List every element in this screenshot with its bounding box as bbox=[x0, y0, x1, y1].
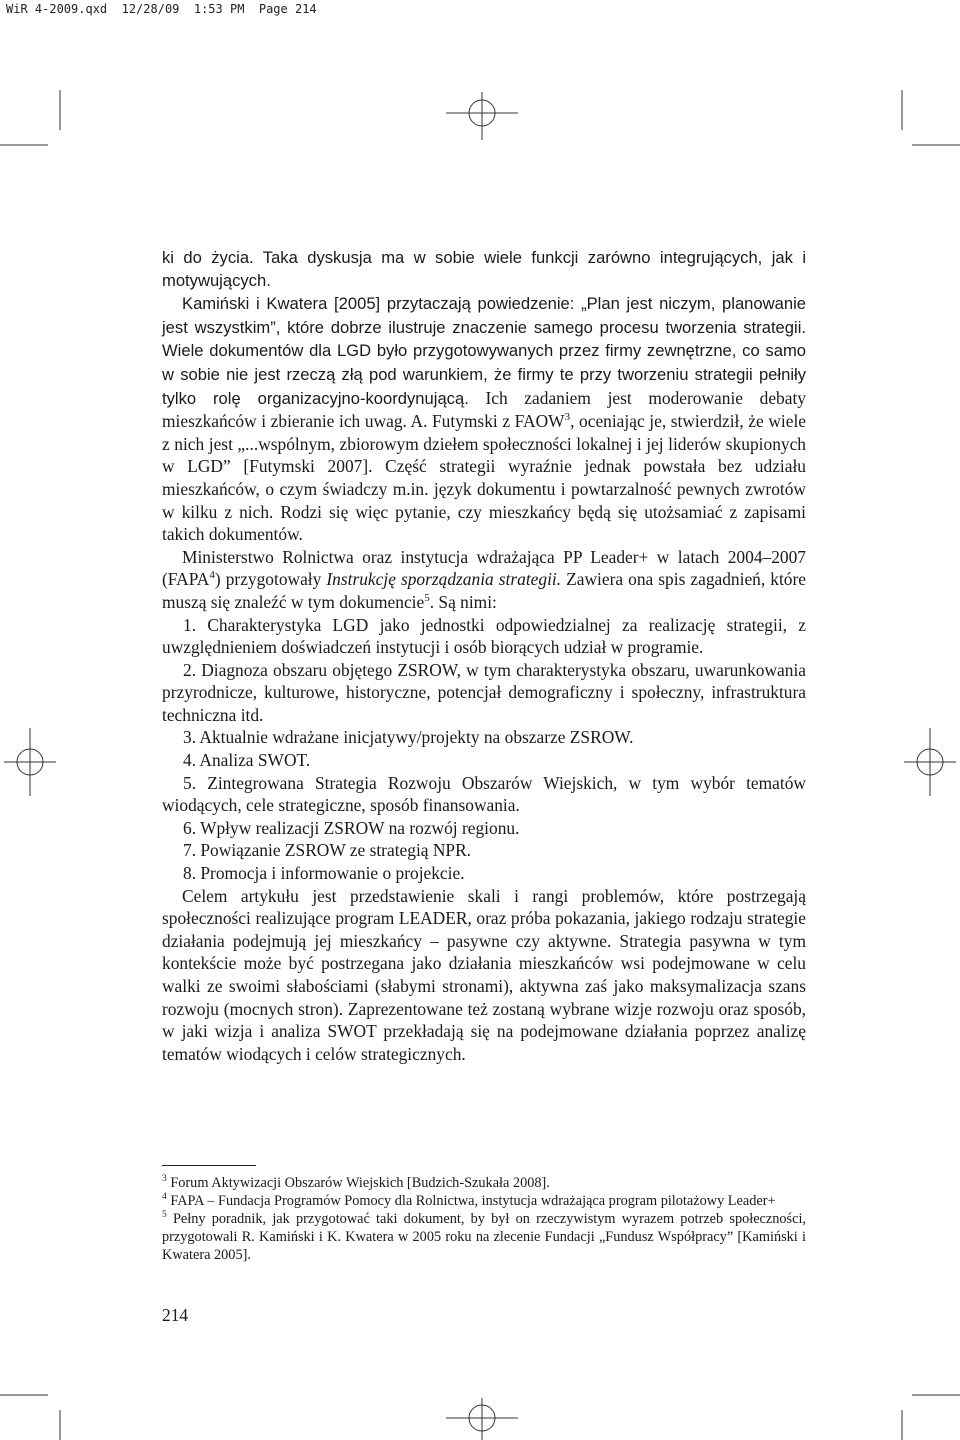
paragraph-1: ki do życia. Taka dyskusja ma w sobie wiele funkcji zarówno integrujących, jak i motywujących. bbox=[162, 248, 806, 290]
paragraph-2 bbox=[162, 292, 806, 546]
instruction-title: Instrukcję sporządzania strategii. bbox=[326, 569, 562, 590]
footnotes bbox=[162, 1174, 806, 1264]
list-item: 6. Wpływ realizacji ZSROW na rozwój regionu. bbox=[183, 817, 520, 838]
footnote-text: Forum Aktywizacji Obszarów Wiejskich [Budzich-Szukała 2008]. bbox=[166, 1175, 550, 1191]
paragraph-2-sans-part: Kamiński i Kwatera [2005] przytaczają powiedzenie: „Plan jest niczym, planowanie jest wszystkim”, które dobrze ilustruje znaczenie samego procesu tworzenia strategii. Wiele dokumentów dla LGD było przygotowywanych przez firmy zewnętrzne, co samo w sobie nie jest rzeczą złą pod warunkiem, że firmy te przy tworzeniu strategii pełniły tylko rolę organizacyjno-koordynującą. bbox=[162, 294, 806, 408]
paragraph-3 bbox=[162, 546, 806, 614]
footnote-number: 5 bbox=[162, 1210, 167, 1221]
list-item: 2. Diagnoza obszaru objętego ZSROW, w tym charakterystyka obszaru, uwarunkowania przyrodnicze, kulturowe, historyczne, potencjał demograficzny i społeczny, infrastruktura techniczna itd. bbox=[162, 659, 806, 725]
list-item: 8. Promocja i informowanie o projekcie. bbox=[183, 863, 465, 884]
paragraph-2-serif-b: , oceniając je, stwierdził, że wiele z nich jest „...wspólnym, zbiorowym dziełem społeczności lokalnej i jej liderów skupionych w LGD” [Futymski 2007]. Część strategii wyraźnie jednak powstała bez udziału mieszkańców, o czym świadczy m.in. język dokumentu i powtarzalność pewnych zwrotów w kilku z nich. Rodzi się więc pytanie, czy mieszkańcy będą się utożsamiać z zapisami takich dokumentów. bbox=[162, 411, 807, 545]
page-number: 214 bbox=[162, 1305, 189, 1325]
print-slug-line: WiR 4-2009.qxd 12/28/09 1:53 PM Page 214 bbox=[6, 2, 317, 16]
footnote bbox=[162, 1174, 806, 1192]
paragraph-3-part-b: ) przygotowały bbox=[214, 569, 327, 590]
list-item: 3. Aktualnie wdrażane inicjatywy/projekty na obszarze ZSROW. bbox=[183, 727, 634, 748]
list-item: 4. Analiza SWOT. bbox=[183, 750, 311, 771]
footnote-ref-4: 4 bbox=[209, 569, 215, 582]
footnote-separator bbox=[162, 1165, 256, 1166]
footnote bbox=[162, 1192, 806, 1210]
footnote-ref-5: 5 bbox=[424, 592, 430, 605]
paragraph-4: Celem artykułu jest przedstawienie skali i rangi problemów, które postrzegają społeczności realizujące program LEADER, oraz próba pokazania, jakiego rodzaju strategie działania podejmują jej mieszkańcy – pasywne czy aktywne. Strategia pasywna w tym kontekście może być postrzegana jako działania mieszkańców wsi podejmowane w celu walki ze swoimi słabościami (słabymi stronami), aktywna zaś jako maksymalizacja szans rozwoju (mocnych stron). Zaprezentowane też zostaną wybrane wizje rozwoju oraz sposób, w jaki wizja i analiza SWOT przekładają się na podejmowane działania poprzez analizę tematów wiodących i celów strategicznych. bbox=[162, 885, 806, 1064]
paragraph-3-part-a: Ministerstwo Rolnictwa oraz instytucja wdrażająca PP Leader+ w latach 2004–2007 (FAPA bbox=[162, 546, 806, 590]
footnote bbox=[162, 1210, 806, 1264]
body-text bbox=[162, 247, 806, 1065]
list-item: 1. Charakterystyka LGD jako jednostki odpowiedzialnej za realizację strategii, z uwzględnieniem doświadczeń instytucji i osób biorących udział w programie. bbox=[162, 614, 806, 658]
footnote-text: FAPA – Fundacja Programów Pomocy dla Rolnictwa, instytucja wdrażająca program pilotażowy Leader+ bbox=[166, 1193, 776, 1209]
list-item: 5. Zintegrowana Strategia Rozwoju Obszarów Wiejskich, w tym wybór tematów wiodących, cele strategiczne, sposób finansowania. bbox=[162, 772, 806, 816]
footnote-text: Pełny poradnik, jak przygotować taki dokument, by był on rzeczywistym wyrazem potrzeb społeczności, przygotowali R. Kamiński i K. Kwatera w 2005 roku na zlecenie Fundacji „Fundusz Współpracy” [Kamiński i Kwatera 2005]. bbox=[162, 1211, 806, 1263]
footnote-number: 4 bbox=[162, 1192, 167, 1203]
footnote-ref-3: 3 bbox=[564, 411, 571, 424]
footnote-number: 3 bbox=[162, 1174, 167, 1185]
paragraph-3-part-d: . Są nimi: bbox=[429, 591, 497, 612]
list-item: 7. Powiązanie ZSROW ze strategią NPR. bbox=[183, 840, 472, 861]
paragraph-3-part-c: Zawiera ona spis zagadnień, które muszą się znaleźć w tym dokumencie bbox=[162, 569, 806, 612]
paragraph-2-serif-a: Ich zadaniem jest moderowanie debaty mieszkańców i zbieranie ich uwag. A. Futymski z FAOW bbox=[162, 387, 806, 432]
